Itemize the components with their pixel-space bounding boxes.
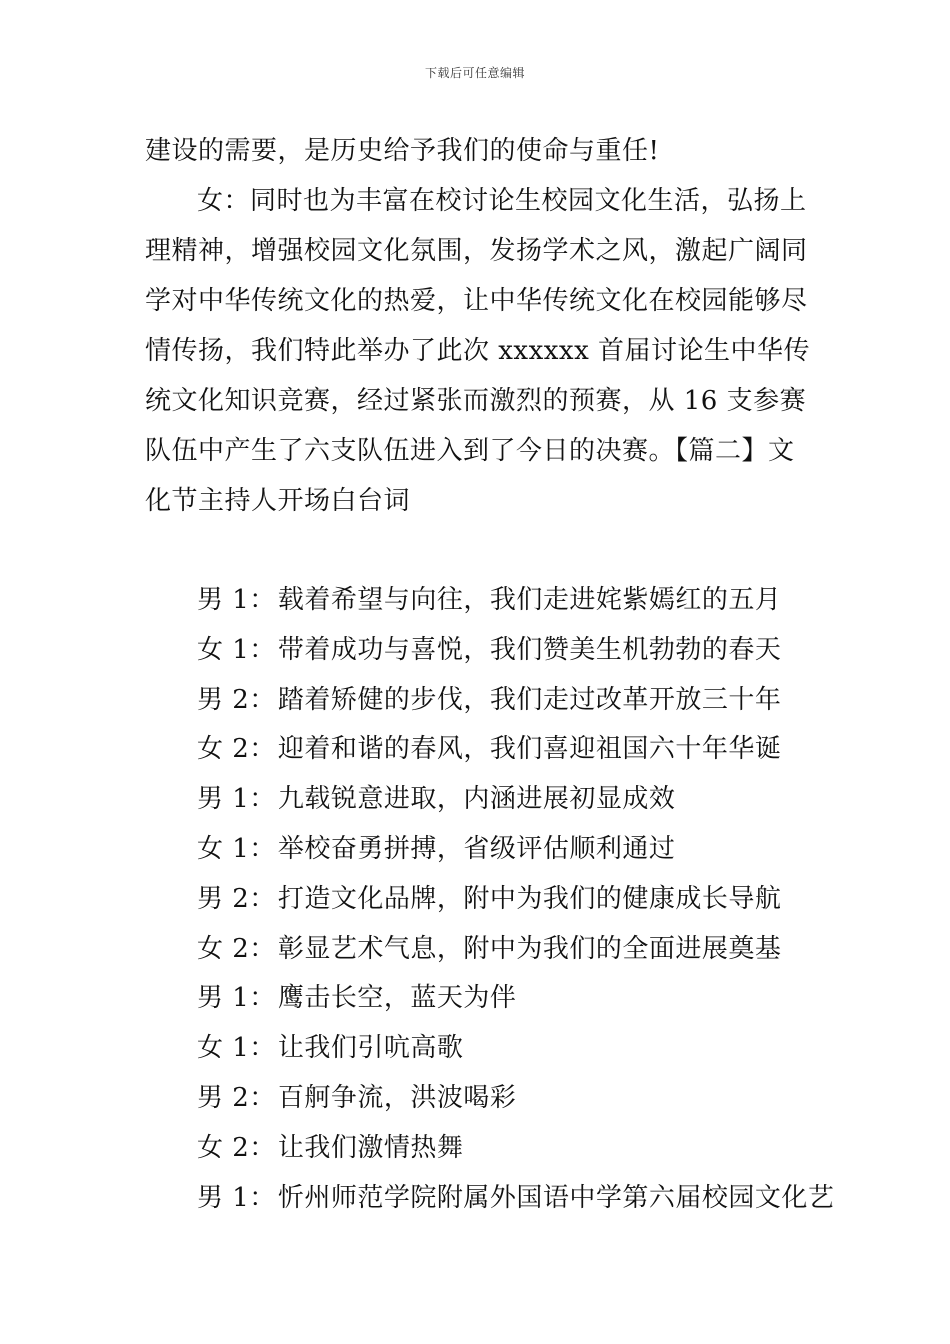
dialogue-text: 九载锐意进取，内涵进展初显成效 xyxy=(277,784,676,815)
speaker-label: 男 2： xyxy=(197,883,276,914)
dialogue-line xyxy=(197,775,817,825)
dialogue-line xyxy=(197,1074,817,1124)
dialogue-text: 让我们引吭高歌 xyxy=(277,1033,464,1064)
dialogue-text: 忻州师范学院附属外国语中学第六届校园文化艺 xyxy=(277,1182,835,1213)
dialogue-text: 鹰击长空，蓝天为伴 xyxy=(277,983,517,1014)
speaker-label: 男 1： xyxy=(197,983,276,1014)
dialogue-text: 带着成功与喜悦，我们赞美生机勃勃的春天 xyxy=(277,634,782,665)
speaker-label: 男 1： xyxy=(197,784,276,815)
dialogue-text: 迎着和谐的春风，我们喜迎祖国六十年华诞 xyxy=(277,734,782,765)
speaker-label: 女 2： xyxy=(197,1132,276,1163)
dialogue-line xyxy=(197,725,817,775)
speaker-label: 女 1： xyxy=(197,634,276,665)
dialogue-text: 载着希望与向往，我们走进姹紫嫣红的五月 xyxy=(277,585,782,615)
dialogue-line xyxy=(197,1174,835,1224)
dialogue-list xyxy=(197,576,835,1223)
dialogue-line xyxy=(197,576,817,626)
speaker-label: 男 2： xyxy=(197,684,276,715)
page-header: 下载后可任意编辑 xyxy=(424,66,525,80)
dialogue-text: 彰显艺术气息，附中为我们的全面进展奠基 xyxy=(277,933,782,964)
dialogue-line xyxy=(197,1024,817,1074)
speaker-label: 男 1： xyxy=(197,585,276,615)
paragraph-continuation: 建设的需要，是历史给予我们的使命与重任! xyxy=(145,136,660,166)
speaker-label: 女 1： xyxy=(197,1033,276,1064)
dialogue-text: 举校奋勇拼搏，省级评估顺利通过 xyxy=(277,833,676,864)
speaker-label: 女 2： xyxy=(197,734,276,765)
dialogue-text: 打造文化品牌，附中为我们的健康成长导航 xyxy=(277,883,782,914)
speaker-label: 男 1： xyxy=(197,1182,276,1213)
speaker-label: 女 2： xyxy=(197,933,276,964)
speaker-label: 女 1： xyxy=(197,833,276,864)
dialogue-line xyxy=(197,825,817,875)
dialogue-line xyxy=(197,626,817,676)
dialogue-line xyxy=(197,875,817,925)
dialogue-line xyxy=(197,676,817,726)
dialogue-line xyxy=(197,925,817,975)
dialogue-line xyxy=(197,1124,817,1174)
dialogue-line xyxy=(197,974,817,1024)
dialogue-text: 百舸争流，洪波喝彩 xyxy=(277,1082,517,1113)
speaker-label: 男 2： xyxy=(197,1082,276,1113)
paragraph-host-speech: 女：同时也为丰富在校讨论生校园文化生活，弘扬上理精神，增强校园文化氛围，发扬学术之风，激起广阔同学对中华传统文化的热爱，让中华传统文化在校园能够尽情传扬，我们特此举办了此次 xxxxxx 首届讨论生中华传统文化知识竞赛，经过紧张而激烈的预赛，从 16 支参赛队伍中产生了六支队伍进入到了今日的决赛。【篇二】文化节主持人开场白台词 xyxy=(145,186,811,516)
dialogue-text: 踏着矫健的步伐，我们走过改革开放三十年 xyxy=(277,684,782,715)
dialogue-text: 让我们激情热舞 xyxy=(277,1132,464,1163)
